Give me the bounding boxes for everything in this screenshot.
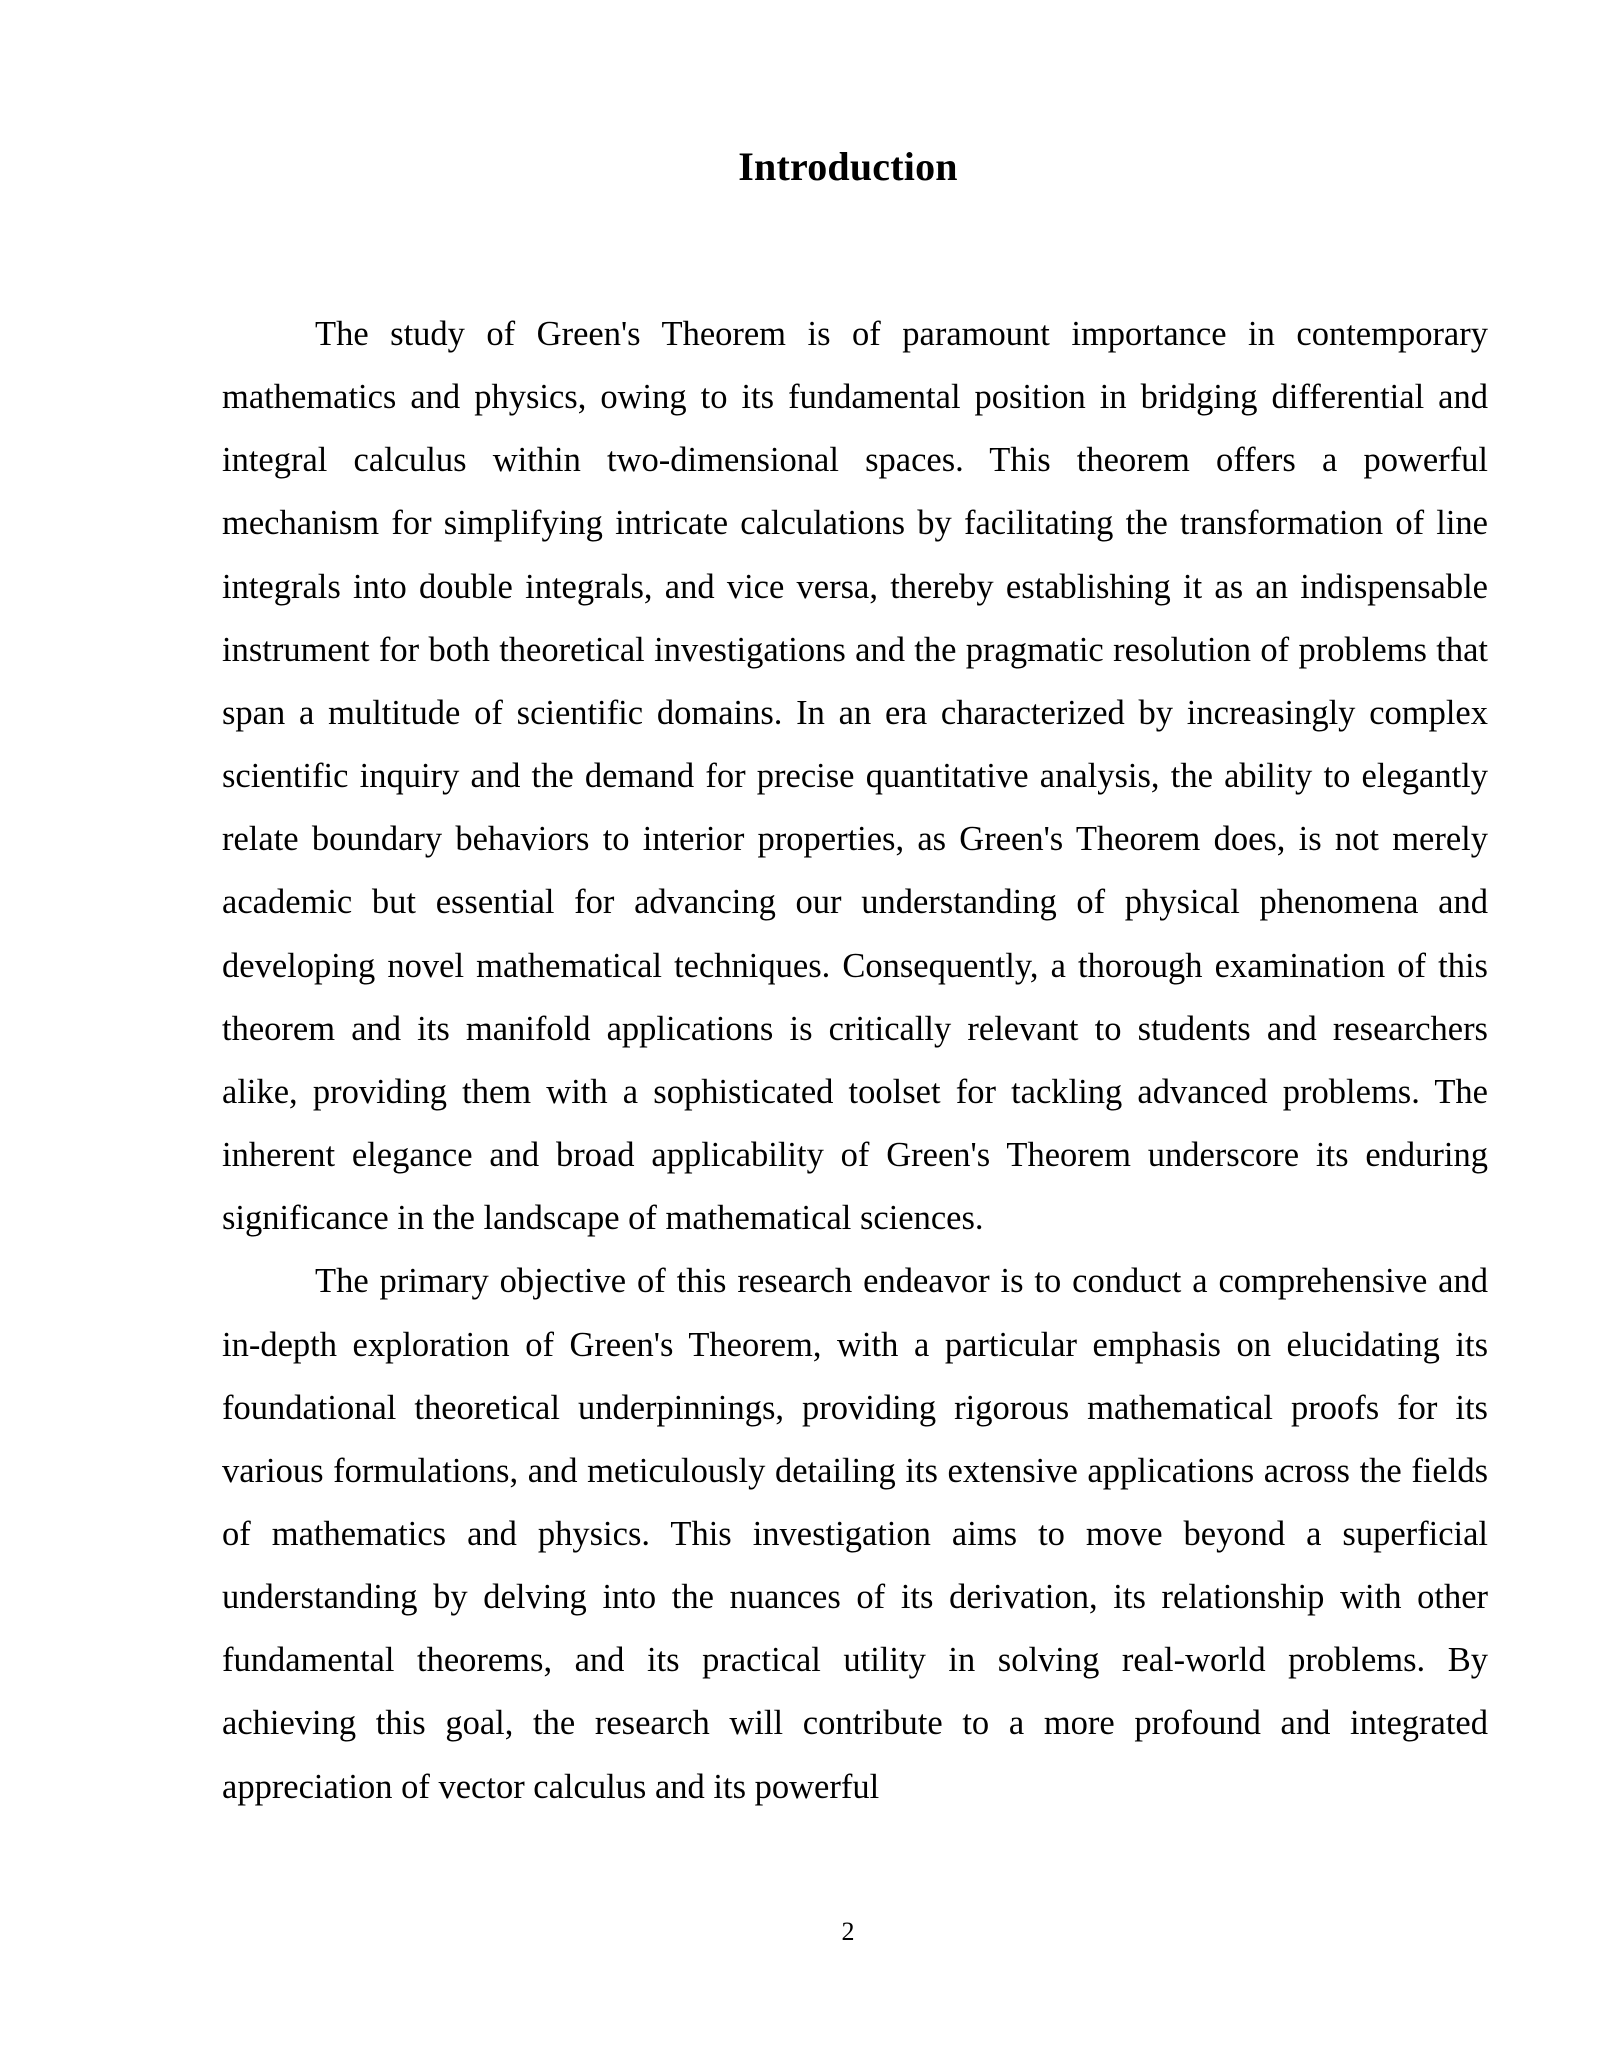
paragraph-1: The study of Green's Theorem is of paramount importance in contemporary mathematics and physics, owing to its fundamental position in bridging differential and integral calculus within two-dimensional spaces. This theorem offers a powerful mechanism for simplifying intricate calculations by facilitating the transformation of line integrals into double integrals, and vice versa, thereby establishing it as an indispensable instrument for both theoretical investigations and the pragmatic resolution of problems that span a multitude of scientific domains. In an era characterized by increasingly complex scientific inquiry and the demand for precise quantitative analysis, the ability to elegantly relate boundary behaviors to interior properties, as Green's Theorem does, is not merely academic but essential for advancing our understanding of physical phenomena and developing novel mathematical techniques. Consequently, a thorough examination of this theorem and its manifold applications is critically relevant to students and researchers alike, providing them with a sophisticated toolset for tackling advanced problems. The inherent elegance and broad applicability of Green's Theorem underscore its enduring significance in the landscape of mathematical sciences. — [222, 315, 1488, 1238]
paragraph-2: The primary objective of this research endeavor is to conduct a comprehensive and in-depth exploration of Green's Theorem, with a particular emphasis on elucidating its foundational theoretical underpinnings, providing rigorous mathematical proofs for its various formulations, and meticulously detailing its extensive applications across the fields of mathematics and physics. This investigation aims to move beyond a superficial understanding by delving into the nuances of its derivation, its relationship with other fundamental theorems, and its practical utility in solving real-world problems. By achieving this goal, the research will contribute to a more profound and integrated appreciation of vector calculus and its powerful — [222, 1262, 1488, 1806]
section-heading: Introduction — [738, 144, 958, 189]
body-text — [222, 303, 1488, 1819]
page-number: 2 — [841, 1917, 855, 1946]
